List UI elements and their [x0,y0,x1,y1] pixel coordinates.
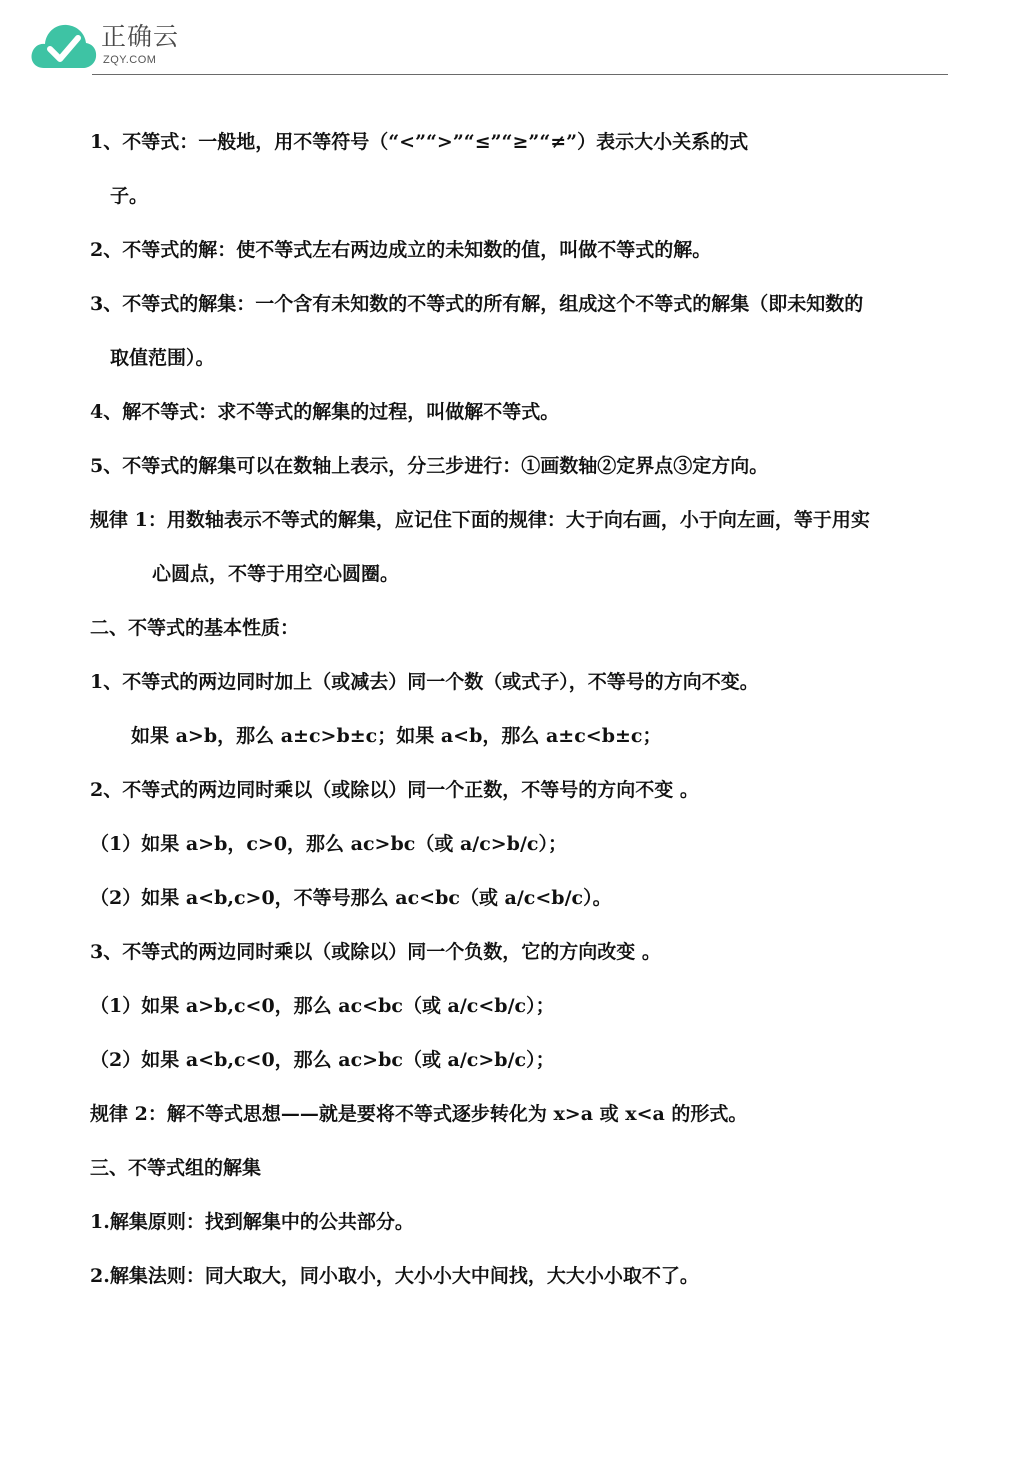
page-header [0,0,1034,80]
text-line-solution-rule: 2.解集法则：同大取大，同小取小，大小小大中间找，大大小小取不了。 [90,1265,699,1287]
text-line-def-inequality-cont: 子。 [110,185,149,207]
text-line-property-2-case-2: （2）如果 a<b,c>0，不等号那么 ac<bc（或 a/c<b/c）。 [90,887,612,909]
text-line-property-2: 2、不等式的两边同时乘以（或除以）同一个正数，不等号的方向不变 。 [90,779,699,801]
text-line-def-solution-set: 3、不等式的解集：一个含有未知数的不等式的所有解，组成这个不等式的解集（即未知数的 [90,293,864,315]
text-line-def-inequality: 1、不等式：一般地，用不等符号（“<”“>”“≤”“≥”“≠”）表示大小关系的式 [90,131,749,153]
text-line-property-1: 1、不等式的两边同时加上（或减去）同一个数（或式子），不等号的方向不变。 [90,671,759,693]
text-line-property-1-example: 如果 a>b，那么 a±c>b±c；如果 a<b，那么 a±c<b±c； [131,725,662,747]
text-line-rule-1: 规律 1：用数轴表示不等式的解集，应记住下面的规律：大于向右画，小于向左画，等于用实 [90,509,870,531]
brand-name-cn: 正确云 [101,22,180,51]
text-line-rule-2: 规律 2：解不等式思想——就是要将不等式逐步转化为 x>a 或 x<a 的形式。 [90,1103,748,1125]
cloud-check-icon [28,18,98,74]
text-line-property-3: 3、不等式的两边同时乘以（或除以）同一个负数，它的方向改变 。 [90,941,661,963]
text-line-solution-principle: 1.解集原则：找到解集中的公共部分。 [90,1211,414,1233]
text-line-number-line: 5、不等式的解集可以在数轴上表示，分三步进行：①画数轴②定界点③定方向。 [90,455,769,477]
text-line-rule-1-cont: 心圆点，不等于用空心圆圈。 [152,563,400,585]
text-line-def-solving: 4、解不等式：求不等式的解集的过程，叫做解不等式。 [90,401,560,423]
header-divider [92,74,948,75]
text-line-property-2-case-1: （1）如果 a>b，c>0，那么 ac>bc（或 a/c>b/c）； [90,833,567,855]
text-line-def-solution: 2、不等式的解：使不等式左右两边成立的未知数的值，叫做不等式的解。 [90,239,712,261]
text-line-property-3-case-2: （2）如果 a<b,c<0，那么 ac>bc（或 a/c>b/c）； [90,1049,555,1071]
brand-name-en: ZQY.COM [103,54,157,66]
section-heading-properties: 二、不等式的基本性质： [90,617,300,639]
text-line-property-3-case-1: （1）如果 a>b,c<0，那么 ac<bc（或 a/c<b/c）； [90,995,555,1017]
section-heading-system-solution: 三、不等式组的解集 [90,1157,262,1179]
text-line-def-solution-set-cont: 取值范围）。 [110,347,215,369]
